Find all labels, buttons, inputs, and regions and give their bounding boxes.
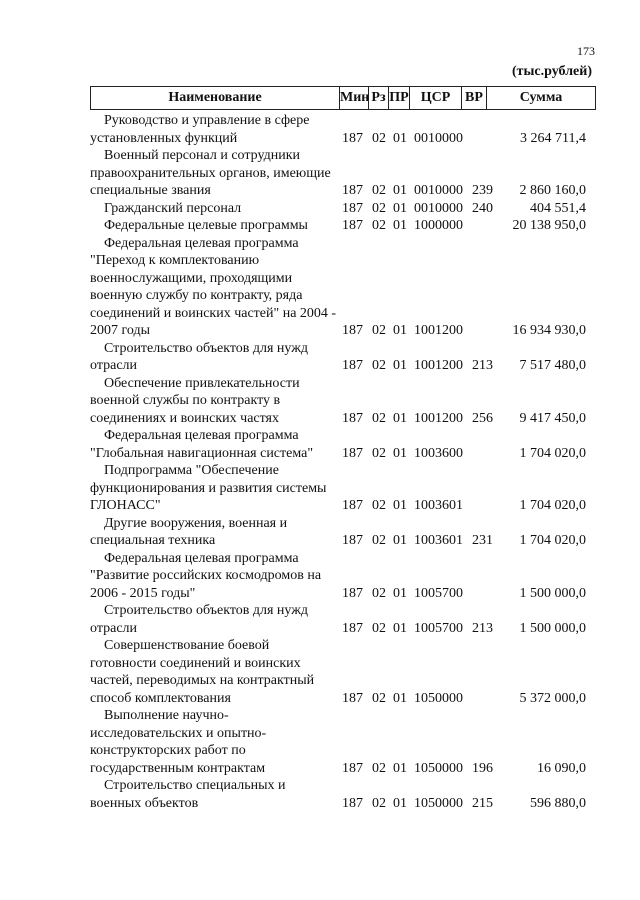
row-name: Гражданский персонал [104,200,242,216]
row-vr: 256 [472,410,493,426]
row-sum: 1 500 000,0 [519,585,586,601]
row-min: 187 [342,323,363,338]
row-rz: 02 [372,690,386,706]
row-pr: 01 [393,445,407,461]
row-name: Строительство специальных и военных объектов [90,778,286,811]
row-rz: 02 [372,498,386,513]
row-sum: 16 934 930,0 [512,323,586,338]
table-row [90,427,600,462]
row-rz: 02 [372,410,386,426]
row-name: Выполнение научно-исследовательских и опытно-конструкторских работ по государственным контрактам [90,708,267,776]
row-rz: 02 [372,130,386,146]
table-row [90,515,600,550]
row-csr: 0010000 [414,200,463,216]
row-vr: 196 [472,760,493,776]
row-pr: 01 [393,585,407,601]
table-row [90,200,600,218]
row-csr: 1003600 [414,445,463,461]
row-min: 187 [342,498,363,513]
row-vr: 239 [472,183,493,198]
row-sum: 404 551,4 [530,200,586,216]
table-row [90,602,600,637]
row-rz: 02 [372,585,386,601]
row-min: 187 [342,200,363,216]
row-csr: 1050000 [414,795,463,811]
row-sum: 1 704 020,0 [519,445,586,461]
row-csr: 1001200 [414,410,463,426]
row-name: Федеральная целевая программа "Глобальная навигационная система" [90,428,314,461]
row-name: Руководство и управление в сфере установленных функций [90,113,310,146]
row-csr: 1003601 [414,533,463,548]
row-pr: 01 [393,690,407,706]
row-rz: 02 [372,358,386,373]
row-sum: 1 500 000,0 [519,620,586,636]
row-pr: 01 [393,200,407,216]
table-header [90,86,596,110]
row-csr: 1050000 [414,690,463,706]
table-row [90,375,600,428]
row-csr: 0010000 [414,183,463,198]
row-sum: 596 880,0 [530,795,586,811]
row-pr: 01 [393,620,407,636]
row-rz: 02 [372,323,386,338]
row-min: 187 [342,585,363,601]
row-pr: 01 [393,533,407,548]
row-csr: 0010000 [414,130,463,146]
table-row [90,637,600,707]
row-rz: 02 [372,218,386,233]
row-min: 187 [342,690,363,706]
row-name: Федеральная целевая программа "Переход к комплектованию военнослужащими, проходящими военную службу по контракту, ряда соединений и воинских частей" на 2004 - 2007 годы [90,235,337,338]
row-name: Строительство объектов для нужд отрасли [90,340,309,373]
table-row [90,147,600,200]
table-row [90,235,600,340]
header-pr: ПР [388,87,409,109]
row-pr: 01 [393,218,407,233]
row-min: 187 [342,445,363,461]
row-sum: 16 090,0 [537,760,586,776]
row-pr: 01 [393,795,407,811]
row-name: Обеспечение привлекательности военной службы по контракту в соединениях и воинских частях [90,375,300,426]
table-row [90,340,600,375]
row-name: Подпрограмма "Обеспечение функционирования и развития системы ГЛОНАСС" [90,463,327,513]
row-sum: 20 138 950,0 [512,218,586,233]
row-csr: 1000000 [414,218,463,233]
row-sum: 1 704 020,0 [519,533,586,548]
row-min: 187 [342,130,363,146]
row-rz: 02 [372,620,386,636]
row-pr: 01 [393,498,407,513]
table-row [90,112,600,147]
row-min: 187 [342,533,363,548]
row-pr: 01 [393,183,407,198]
row-min: 187 [342,183,363,198]
header-rz: Рз [368,87,388,109]
row-sum: 3 264 711,4 [520,130,586,146]
row-sum: 7 517 480,0 [519,358,586,373]
row-rz: 02 [372,200,386,216]
table-body [90,112,600,812]
header-sum: Сумма [486,87,595,109]
row-vr: 213 [472,620,493,636]
row-rz: 02 [372,533,386,548]
header-vr: ВР [461,87,486,109]
header-name: Наименование [168,90,262,105]
row-min: 187 [342,358,363,373]
row-pr: 01 [393,760,407,776]
row-pr: 01 [393,130,407,146]
row-sum: 9 417 450,0 [519,410,586,426]
row-csr: 1001200 [414,358,463,373]
row-csr: 1005700 [414,585,463,601]
row-vr: 240 [472,200,493,216]
row-name: Совершенствование боевой готовности соединений и воинских частей, переводимых на контрактный способ комплектования [90,638,315,706]
row-min: 187 [342,795,363,811]
row-csr: 1003601 [414,498,463,513]
row-vr: 213 [472,358,493,373]
row-csr: 1050000 [414,760,463,776]
row-rz: 02 [372,183,386,198]
row-min: 187 [342,410,363,426]
table-row [90,217,600,235]
row-name: Федеральная целевая программа "Развитие российских космодромов на 2006 - 2015 годы" [90,550,322,601]
row-csr: 1001200 [414,323,463,338]
row-pr: 01 [393,358,407,373]
row-vr: 231 [472,533,493,548]
row-name: Федеральные целевые программы [104,218,308,233]
row-vr: 215 [472,795,493,811]
table-row [90,707,600,777]
table-row [90,550,600,603]
row-min: 187 [342,218,363,233]
row-csr: 1005700 [414,620,463,636]
row-pr: 01 [393,323,407,338]
table-row [90,462,600,515]
row-min: 187 [342,620,363,636]
header-min: Мин [339,87,368,109]
row-name: Другие вооружения, военная и специальная техника [90,515,288,548]
row-sum: 1 704 020,0 [519,498,586,513]
row-name: Строительство объектов для нужд отрасли [90,603,309,636]
row-pr: 01 [393,410,407,426]
row-sum: 2 860 160,0 [519,183,586,198]
row-min: 187 [342,760,363,776]
table-row [90,777,600,812]
row-rz: 02 [372,760,386,776]
row-sum: 5 372 000,0 [519,690,586,706]
units-label: (тыс.рублей) [511,64,592,79]
row-rz: 02 [372,445,386,461]
header-csr: ЦСР [409,87,461,109]
row-rz: 02 [372,795,386,811]
page-number: 173 [577,44,595,58]
row-name: Военный персонал и сотрудники правоохранительных органов, имеющие специальные звания [90,148,331,198]
